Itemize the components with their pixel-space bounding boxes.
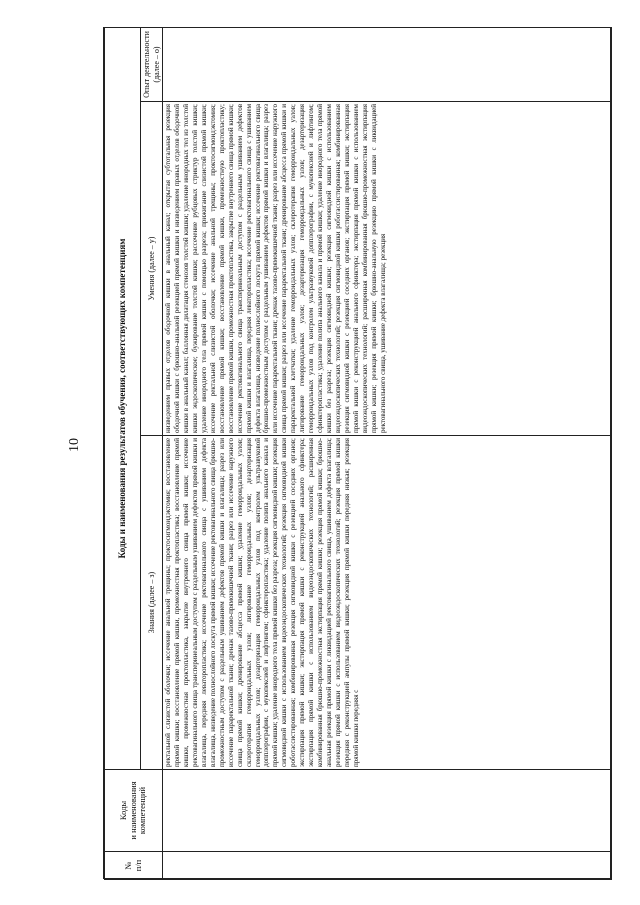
header-number: № п/п [105,852,163,880]
header-competency-codes: Коды и наименования компетенций [105,770,163,852]
header-experience: Опыт деятельности (далее – о) [141,27,163,101]
cell-competency-codes [163,770,612,852]
header-row-bottom [141,27,163,879]
header-skills: Умения (далее – у) [141,102,163,436]
header-row-top [105,27,141,879]
competency-table [104,27,612,880]
cell-skills: низведением правых отделов ободочной кишки в анальный канал; открытая субтотальная резекция ободочной кишки с брюшно-анальной резекцией прямой кишки и низведением правых отделов ободочной кишки в анальный канал; баллонная дилатация стенозов толстой кишки; удаление инородных тел из толстой кишки эндоскопическое; бужирование толстой кишки; рассечение рубцовых стриктур толстой кишки; удаление инородного тела прямой кишки с помощью разреза; прижигание слизистой прямой кишки; иссечение ректальной слизистой оболочки; иссечение анальной трещины; проктосигмоидэктомия; восстановление прямой кишки; восстановление прямой кишки, промежностную проктопластику; восстановление прямой кишки, промежностная проктопластика, закрытие внутреннего свища прямой кишки; иссечение ректовагинального свища трансперинеальным доступом с раздельным ушиванием дефектов прямой кишки и влагалища, передняя леваторопластика; иссечение ректовагинального свища с ушиванием дефекта влагалища, низведение полнослойного лоскута прямой кишки; иссечение ректовагинального свища брюшно-промежностным доступом с раздельным ушиванием дефектов прямой кишки и влагалища; разрез или иссечение параректальной ткани; дренаж тазово-прямокишечной ткани; разрез или иссечение наружного свища прямой кишки; разрез или иссечение параректальной ткани; дренирование абсцесса прямой кишки и параректальной клетчатки; удаление геморроидальных узлов; склеротерапия геморроидальных узлов; лигирование геморроидальных узлов; дезартеризация геморроидальных узлов; дезартеризация геморроидальных узлов под контролем ультразвуковой допплерографии, с мукопексией и лифтингом; сфинктеропластика; удаление полипа анального канала и прямой кишки; удаление инородного тела прямой кишки без разреза; резекция сигмовидной кишки; резекция сигмовидной кишки с использованием видеоэндоскопических технологий; резекция сигмовидной кишки роботассистированная; комбинированная резекция сигмовидной кишки с резекцией соседних органов; экстирпация прямой кишки; экстирпация прямой кишки с реконструкцией анального сфинктера; экстирпация прямой кишки с использованием видеоэндоскопических технологий; расширенная комбинированная брюшно-промежностная экстирпация прямой кишки; резекция прямой кишки; брюшно-анальную резекцию прямой кишки с ликвидацией ректовагинального свища, ушивание дефекта влагалища; резекция [163,102,612,436]
table-row [163,27,612,879]
cell-number [163,852,612,880]
rotated-table-container [104,28,612,880]
cell-experience [163,27,612,101]
header-knowledge: Знания (далее – з) [141,436,163,770]
cell-knowledge: ректальной слизистой оболочки; иссечение анальной трещины; проктосигмоидэктомия; восстановление прямой кишки; восстановление прямой кишки, промежностная проктопластика; восстановление прямой кишки, промежностная проктопластика, закрытие внутреннего свища прямой кишки; иссечение ректовагинального свища трансперинеальным доступом с раздельным ушиванием дефектов прямой кишки и влагалища, передняя леваторопластика; иссечение ректовагинального свища с ушиванием дефекта влагалища, низведение полнослойного лоскута прямой кишки; иссечение ректовагинального свища брюшно-промежностным доступом с раздельным ушиванием дефектов прямой кишки и влагалища; разрез или иссечение параректальной ткани; дренаж тазово-прямокишечной ткани; разрез или иссечение наружного свища прямой кишки; дренирование абсцесса прямой кишки; удаление геморроидальных узлов; склеротерапия геморроидальных узлов; лигирование геморроидальных узлов; дезартеризация геморроидальных узлов; дезартеризация геморроидальных узлов под контролем ультразвуковой допплерографии, с мукопексией и лифтингом; сфинктеропластика; удаление полипа анального канала и прямой кишки; удаление инородного тела прямой кишки без разреза; резекция сигмовидной кишки; резекция сигмовидной кишки с использованием видеоэндоскопических технологий; резекция сигмовидной кишки роботассистированная; комбинированная резекция сигмовидной кишки с резекцией соседних органов; экстирпация прямой кишки; экстирпация прямой кишки с реконструкцией анального сфинктера; экстирпация прямой кишки с использованием видеоэндоскопических технологий; расширенная комбинированная брюшно-промежностная экстирпация прямой кишки; резекция прямой кишки; брюшно-анальная резекция прямой кишки с ликвидацией ректовагинального свища, ушиванием дефекта влагалища; резекция прямой кишки с использованием видеоэндоскопических технологий; резекция прямой кишки передняя с реконструкцией ампулы прямой кишки; резекция прямой кишки передняя низкая; резекция прямой кишки передняя с [163,436,612,770]
page-number: 10 [67,438,82,452]
header-learning-results: Коды и наименования результатов обучения, соответствующих компетенциям [105,27,141,769]
competency-table-frame [103,27,611,879]
